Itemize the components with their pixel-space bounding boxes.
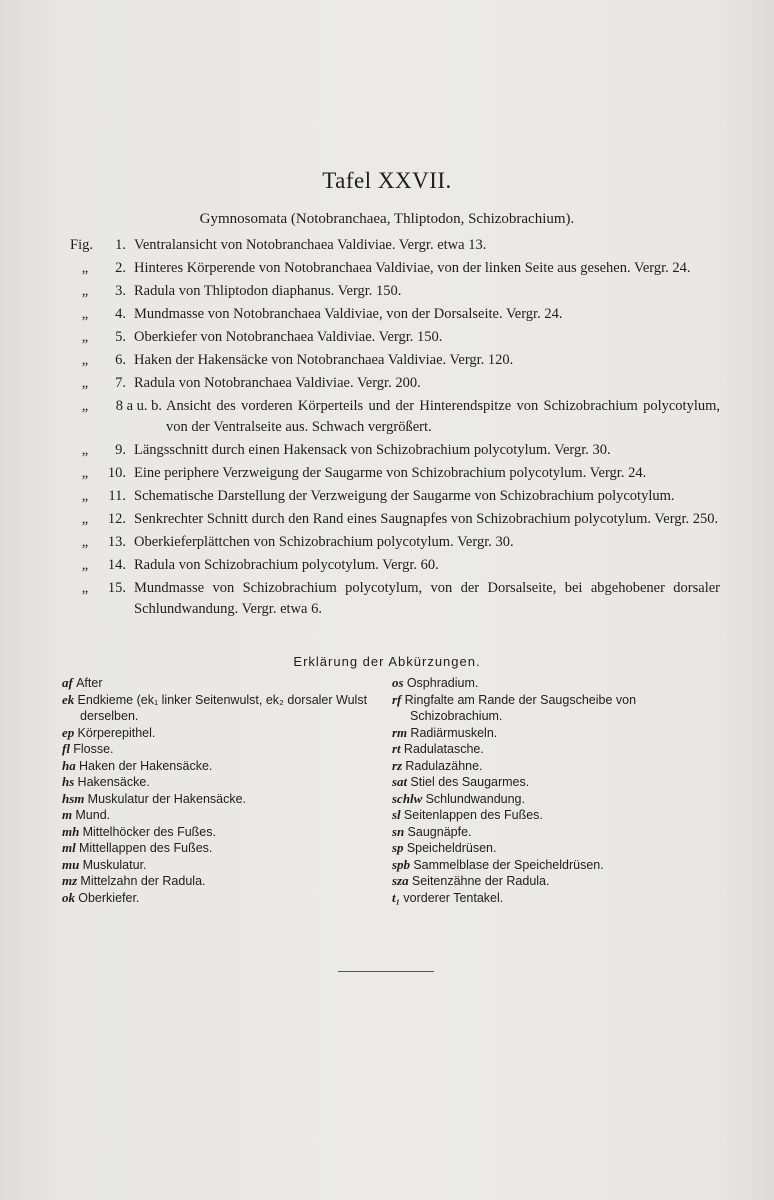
figure-number: 7. [115, 375, 126, 391]
abbreviation-entry [392, 791, 718, 808]
abbreviation-meaning: Flosse. [73, 742, 114, 756]
abbreviation-entry [392, 807, 718, 824]
abbreviation-meaning: Mittelhöcker des Fußes. [82, 824, 216, 839]
abbreviation-entry [62, 824, 380, 841]
abbreviation-entry [392, 675, 718, 692]
figure-caption: Haken der Hakensäcke von Notobranchaea Valdiviae. Vergr. 120. [134, 352, 514, 368]
figure-entry [70, 304, 720, 325]
figure-prefix: „ [81, 352, 89, 368]
abbreviation-code: schlw [392, 790, 423, 806]
abbreviation-code: spb [392, 856, 411, 872]
abbreviation-code: hsm [62, 790, 85, 806]
closing-rule [338, 971, 434, 972]
figure-number: 12. [107, 511, 126, 527]
figure-list [70, 235, 720, 620]
abbreviation-entry [62, 741, 380, 758]
abbreviation-meaning: Seitenzähne der Radula. [411, 874, 550, 888]
abbreviation-entry [62, 675, 380, 692]
figure-prefix: „ [81, 375, 89, 391]
figure-entry [70, 578, 720, 620]
figure-prefix: „ [81, 398, 89, 414]
abbreviation-meaning: Muskulatur der Hakensäcke. [87, 791, 247, 806]
abbreviation-entry [62, 725, 380, 742]
abbreviation-code: mz [62, 873, 78, 888]
abbreviation-code: ok [62, 889, 75, 905]
figure-caption: Hinteres Körperende von Notobranchaea Valdiviae, von der linken Seite aus gesehen. Vergr. 24. [134, 260, 691, 276]
abbreviation-meaning: Ringfalte am Rande der Saugscheibe von Schizobrachium. [404, 692, 637, 723]
abbreviation-code: rt [392, 741, 401, 756]
abbreviation-entry [62, 840, 380, 857]
figure-caption: Radula von Schizobrachium polycotylum. Vergr. 60. [134, 557, 439, 573]
figure-prefix: „ [81, 306, 89, 322]
figure-number: 13. [107, 534, 126, 550]
abbreviation-code: rz [392, 757, 403, 773]
abbreviation-code: sn [392, 823, 405, 839]
figure-prefix: Fig. [70, 237, 93, 253]
abbreviation-code: fl [62, 741, 70, 756]
abbreviation-entry [62, 857, 380, 874]
abbreviation-meaning: Körperepithel. [77, 725, 156, 740]
figure-prefix: „ [81, 465, 89, 481]
abbreviation-entry [62, 807, 380, 824]
figure-caption: Ansicht des vorderen Körperteils und der Hinterendspitze von Schizobrachium polycotylum, von der Ventralseite aus. Schwach vergrößert. [166, 398, 720, 435]
abbreviation-entry [62, 774, 380, 791]
figure-entry [70, 350, 720, 371]
abbreviation-code: sp [392, 840, 404, 855]
figure-prefix: „ [81, 488, 89, 504]
abbreviation-code: sat [392, 774, 408, 789]
figure-number: 2. [115, 260, 126, 276]
figure-caption: Eine periphere Verzweigung der Saugarme von Schizobrachium polycotylum. Vergr. 24. [134, 465, 647, 481]
figure-entry [70, 281, 720, 302]
figure-number: 1. [115, 237, 126, 253]
figure-caption: Senkrechter Schnitt durch den Rand eines Saugnapfes von Schizobrachium polycotylum. Vergr. 250. [134, 511, 719, 527]
figure-prefix: „ [81, 557, 89, 573]
abbreviation-meaning: Radulazähne. [405, 758, 483, 773]
abbreviation-code: os [392, 675, 404, 690]
figure-caption: Mundmasse von Schizobrachium polycotylum, von der Dorsalseite, bei abgehobener dorsaler Schlundwandung. Vergr. etwa 6. [134, 580, 720, 617]
figure-prefix: „ [81, 580, 89, 596]
figure-number: 8 a u. b. [115, 398, 162, 414]
figure-prefix: „ [81, 442, 89, 458]
abbreviation-meaning: Speicheldrüsen. [406, 841, 497, 855]
abbreviation-meaning: Hakensäcke. [77, 775, 150, 789]
abbreviations-heading: Erklärung der Abkürzungen. [293, 654, 481, 669]
abbreviations-left-column [62, 675, 380, 906]
abbreviation-entry [392, 857, 718, 874]
abbreviation-entry [62, 890, 380, 907]
figure-number: 6. [115, 352, 126, 368]
abbreviation-meaning: Saugnäpfe. [407, 824, 472, 839]
abbreviation-meaning: vorderer Tentakel. [403, 890, 504, 905]
abbreviation-meaning: After [76, 676, 103, 690]
figure-number: 5. [115, 329, 126, 345]
abbreviation-entry [392, 774, 718, 791]
figure-number: 3. [115, 283, 126, 299]
abbreviation-meaning: Mittelzahn der Radula. [80, 874, 206, 888]
abbreviation-entry [62, 758, 380, 775]
abbreviation-meaning: Mittellappen des Fußes. [78, 841, 213, 855]
figure-entry [70, 235, 720, 256]
abbreviation-meaning: Mund. [75, 808, 111, 822]
figure-prefix: „ [81, 260, 89, 276]
abbreviation-code: ml [62, 840, 76, 855]
figure-caption: Längsschnitt durch einen Hakensack von Schizobrachium polycotylum. Vergr. 30. [134, 442, 611, 458]
abbreviation-code: rm [392, 724, 408, 740]
figure-prefix: „ [81, 283, 89, 299]
abbreviation-code: ep [62, 724, 75, 740]
abbreviation-code: t₁ [392, 889, 401, 905]
figure-number: 4. [115, 306, 126, 322]
abbreviation-code: mu [62, 856, 80, 872]
abbreviation-entry [62, 791, 380, 808]
abbreviation-entry [392, 873, 718, 890]
figure-entry [70, 509, 720, 530]
abbreviation-meaning: Muskulatur. [82, 857, 147, 872]
abbreviation-code: mh [62, 823, 80, 839]
abbreviation-entry [392, 890, 718, 907]
figure-entry [70, 486, 720, 507]
figure-caption: Schematische Darstellung der Verzweigung der Saugarme von Schizobrachium polycotylum. [134, 488, 675, 504]
abbreviation-code: rf [392, 691, 402, 707]
abbreviation-entry [392, 741, 718, 758]
abbreviation-code: af [62, 675, 73, 690]
plate-title: Tafel XXVII. [322, 168, 452, 193]
abbreviation-meaning: Osphradium. [406, 676, 479, 690]
abbreviations-right-column [392, 675, 718, 906]
abbreviation-entry [392, 692, 718, 725]
abbreviation-code: ha [62, 757, 76, 773]
abbreviation-meaning: Seitenlappen des Fußes. [403, 808, 543, 822]
abbreviation-meaning: Stiel des Saugarmes. [410, 775, 530, 789]
figure-caption: Radula von Thliptodon diaphanus. Vergr. 150. [134, 283, 402, 299]
figure-entry [70, 373, 720, 394]
abbreviation-code: m [62, 807, 73, 822]
figure-entry [70, 555, 720, 576]
abbreviation-meaning: Sammelblase der Speicheldrüsen. [413, 857, 604, 872]
abbreviation-meaning: Schlundwandung. [425, 791, 525, 806]
figure-entry [70, 463, 720, 484]
figure-caption: Oberkieferplättchen von Schizobrachium polycotylum. Vergr. 30. [134, 534, 514, 550]
abbreviation-entry [392, 725, 718, 742]
figure-prefix: „ [81, 329, 89, 345]
abbreviation-code: ek [62, 691, 75, 707]
figure-caption: Ventralansicht von Notobranchaea Valdiviae. Vergr. etwa 13. [134, 237, 487, 253]
figure-number: 14. [107, 557, 126, 573]
figure-number: 9. [115, 442, 126, 458]
abbreviation-entry [62, 692, 380, 725]
abbreviation-code: sza [392, 873, 409, 888]
abbreviation-meaning: Haken der Hakensäcke. [78, 758, 213, 773]
abbreviation-entry [62, 873, 380, 890]
abbreviation-meaning: Endkieme (ek₁ linker Seitenwulst, ek₂ dorsaler Wulst derselben. [77, 692, 368, 723]
abbreviation-entry [392, 758, 718, 775]
figure-entry [70, 532, 720, 553]
plate-subtitle: Gymnosomata (Notobranchaea, Thliptodon, Schizobrachium). [199, 211, 575, 227]
figure-number: 11. [108, 488, 126, 504]
figure-entry [70, 440, 720, 461]
figure-prefix: „ [81, 511, 89, 527]
figure-caption: Oberkiefer von Notobranchaea Valdiviae. Vergr. 150. [134, 329, 443, 345]
figure-entry [70, 258, 720, 279]
abbreviation-meaning: Oberkiefer. [78, 890, 140, 905]
abbreviation-meaning: Radiärmuskeln. [410, 725, 498, 740]
figure-number: 10. [107, 465, 126, 481]
figure-caption: Radula von Notobranchaea Valdiviae. Vergr. 200. [134, 375, 421, 391]
figure-caption: Mundmasse von Notobranchaea Valdiviae, von der Dorsalseite. Vergr. 24. [134, 306, 563, 322]
abbreviation-meaning: Radulatasche. [403, 742, 484, 756]
figure-prefix: „ [81, 534, 89, 550]
figure-entry [70, 396, 720, 438]
abbreviation-entry [392, 824, 718, 841]
abbreviation-code: hs [62, 774, 75, 789]
figure-entry [70, 327, 720, 348]
abbreviation-code: sl [392, 807, 401, 822]
abbreviation-entry [392, 840, 718, 857]
figure-number: 15. [107, 580, 126, 596]
